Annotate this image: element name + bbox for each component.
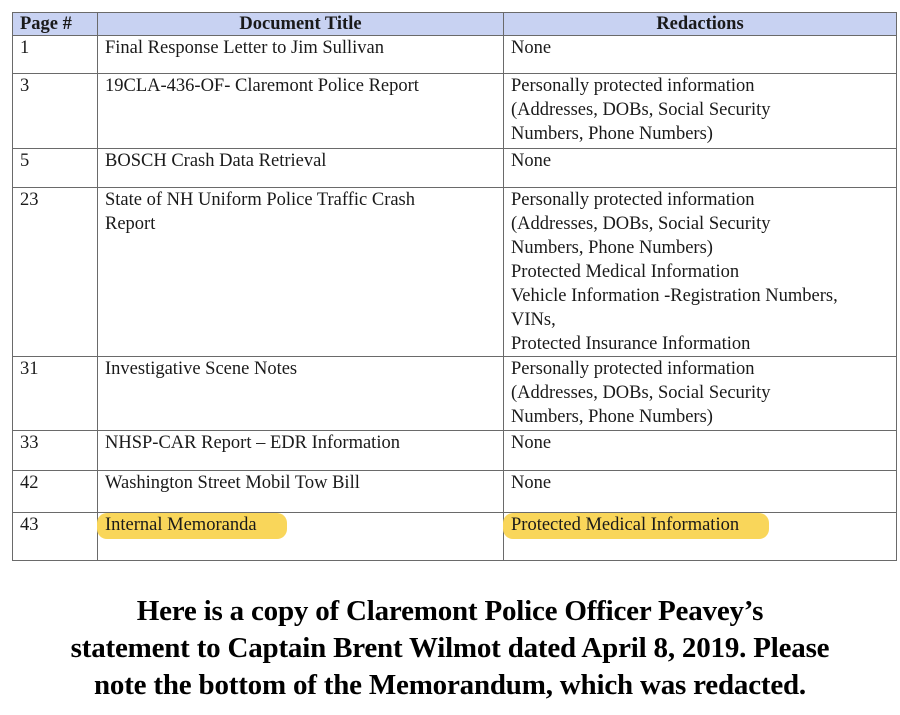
header-page-number: Page # [13,13,98,36]
redaction-line: Numbers, Phone Numbers) [511,124,713,144]
redaction-line: Personally protected information [511,359,755,379]
redaction-line: None [511,473,552,493]
redaction-line: Protected Insurance Information [511,334,751,354]
redaction-line: Protected Medical Information [511,262,740,282]
document-title-cell [98,188,504,357]
page-number-cell: 23 [13,188,98,357]
redactions-cell [504,513,897,561]
page-number-cell: 31 [13,357,98,431]
header-redactions: Redactions [504,13,897,36]
document-title-cell [98,513,504,561]
highlighted-redaction: Protected Medical Information [503,513,769,539]
redaction-line: (Addresses, DOBs, Social Security [511,214,771,234]
redaction-line: Numbers, Phone Numbers) [511,407,713,427]
document-title-cell: 19CLA-436-OF- Claremont Police Report [98,74,504,149]
highlighted-document-title: Internal Memoranda [97,513,287,539]
document-title-cell: Final Response Letter to Jim Sullivan [98,36,504,74]
redaction-line: (Addresses, DOBs, Social Security [511,100,771,120]
document-title-cell: Washington Street Mobil Tow Bill [98,471,504,513]
redactions-cell [504,149,897,188]
redaction-line: Numbers, Phone Numbers) [511,238,713,258]
table-row [13,149,897,188]
table-row [13,431,897,471]
statement-line: Here is a copy of Claremont Police Officer Peavey’s [136,595,764,627]
table-row [13,74,897,149]
statement-line: statement to Captain Brent Wilmot dated April 8, 2019. Please [70,632,830,664]
page-number-cell: 43 [13,513,98,561]
table-row [13,357,897,431]
redaction-line: Vehicle Information -Registration Numbers, [511,286,838,306]
document-title-text: State of NH Uniform Police Traffic Crash Report [105,190,416,234]
page-number-cell: 42 [13,471,98,513]
redaction-line: None [511,151,552,171]
redactions-cell [504,36,897,74]
redactions-cell [504,471,897,513]
page-number-cell: 33 [13,431,98,471]
page-number-cell: 5 [13,149,98,188]
redaction-line: None [511,38,552,58]
redaction-line: Personally protected information [511,76,755,96]
redactions-cell [504,357,897,431]
redaction-line: None [511,433,552,453]
table-row [13,471,897,513]
page-number-cell: 3 [13,74,98,149]
statement-line: note the bottom of the Memorandum, which was redacted. [94,669,806,701]
document-title-cell: NHSP-CAR Report – EDR Information [98,431,504,471]
redactions-cell [504,74,897,149]
redaction-line: (Addresses, DOBs, Social Security [511,383,771,403]
redactions-cell [504,188,897,357]
header-document-title: Document Title [98,13,504,36]
table-row [13,188,897,357]
document-title-cell: BOSCH Crash Data Retrieval [98,149,504,188]
page-number-cell: 1 [13,36,98,74]
redaction-log-table [12,12,897,561]
statement-paragraph [0,593,900,704]
table-row [13,36,897,74]
table-header-row [13,13,897,36]
redaction-line: VINs, [511,310,556,330]
table-row-highlighted [13,513,897,561]
redaction-line: Personally protected information [511,190,755,210]
redactions-cell [504,431,897,471]
document-title-cell: Investigative Scene Notes [98,357,504,431]
